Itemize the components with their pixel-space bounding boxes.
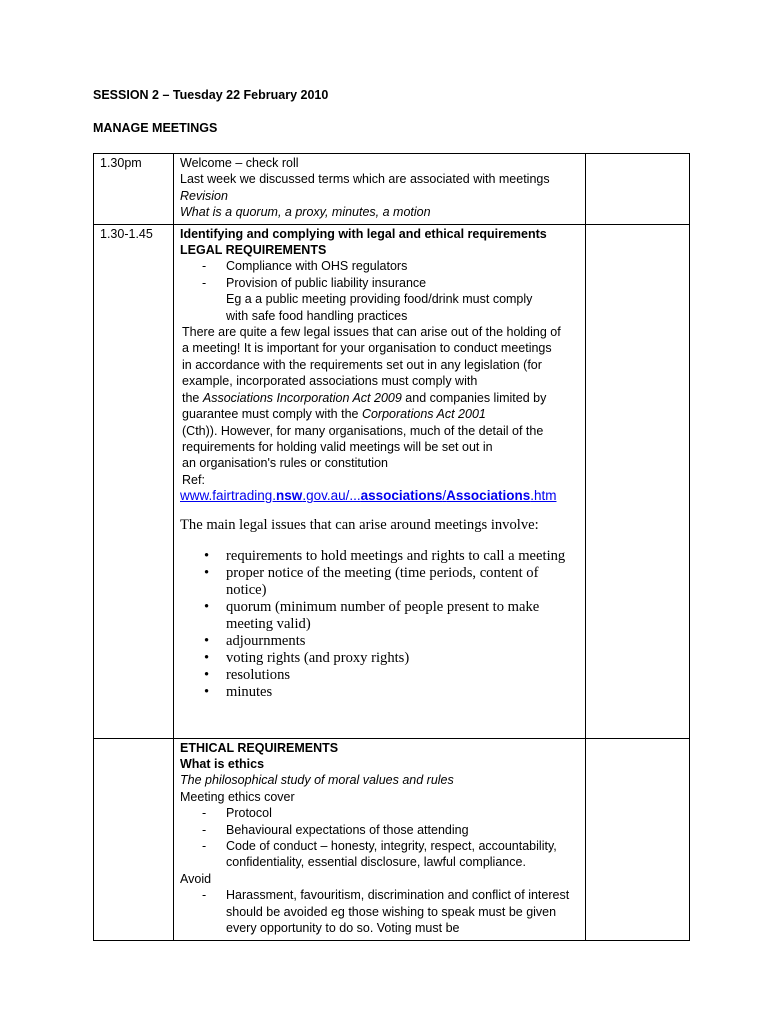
issues-list (180, 548, 579, 701)
example-line: Eg a a public meeting providing food/drink must comply (226, 292, 533, 307)
notes-cell (586, 154, 690, 225)
session-title: SESSION 2 – Tuesday 22 February 2010 (93, 88, 329, 102)
table-row (94, 224, 690, 738)
last-week-line: Last week we discussed terms which are associated with meetings (180, 172, 550, 187)
paragraph-line: There are quite a few legal issues that can arise out of the holding of (182, 325, 561, 340)
ethics-definition: The philosophical study of moral values and rules (180, 773, 454, 788)
paragraph-line: example, incorporated associations must comply with (182, 374, 478, 389)
paragraph-line: a meeting! It is important for your organisation to conduct meetings (182, 341, 552, 356)
list-item: - Protocol (202, 805, 579, 821)
text-span: the (182, 390, 203, 405)
time-cell (94, 738, 174, 940)
paragraph-line (182, 390, 579, 406)
text-span: guarantee must comply with the (182, 407, 362, 422)
list-item: • adjournments (226, 633, 579, 650)
example-line: with safe food handling practices (226, 308, 408, 323)
fairtrading-link[interactable] (180, 488, 556, 503)
link-part: www.fairtrading. (180, 488, 277, 504)
link-part: .htm (530, 488, 557, 504)
time-cell: 1.30-1.45 (94, 224, 174, 738)
legal-paragraph (180, 324, 579, 488)
content-cell (174, 154, 586, 225)
avoid-list (180, 887, 579, 936)
list-item: - Provision of public liability insurance (202, 275, 579, 291)
revision-label: Revision (180, 188, 228, 203)
list-item: • requirements to hold meetings and rights to call a meeting (226, 548, 579, 565)
legal-requirements-heading: LEGAL REQUIREMENTS (180, 243, 327, 258)
cover-label: Meeting ethics cover (180, 789, 295, 804)
list-item: • quorum (minimum number of people present to make meeting valid) (226, 599, 579, 633)
act-name: Corporations Act 2001 (361, 407, 486, 422)
paragraph-line (182, 406, 579, 422)
what-is-ethics-heading: What is ethics (180, 757, 265, 772)
row-heading: Identifying and complying with legal and ethical requirements (180, 226, 547, 241)
time-cell: 1.30pm (94, 154, 174, 225)
list-item: - Code of conduct – honesty, integrity, respect, accountability, confidentiality, essential disclosure, lawful compliance. (202, 838, 579, 871)
legal-issues-section (180, 517, 579, 701)
ethical-requirements-heading: ETHICAL REQUIREMENTS (180, 740, 339, 755)
list-item: • voting rights (and proxy rights) (226, 650, 579, 667)
content-cell (174, 224, 586, 738)
welcome-line: Welcome – check roll (180, 156, 299, 170)
link-part: Associations (446, 488, 531, 504)
content-cell (174, 738, 586, 940)
table-row (94, 738, 690, 940)
act-name: Associations Incorporation Act 2009 (202, 390, 402, 405)
notes-cell (586, 224, 690, 738)
link-part: .gov.au/... (302, 488, 361, 504)
paragraph-line: an organisation's rules or constitution (182, 456, 388, 471)
link-part: / (442, 488, 447, 504)
ref-label: Ref: (182, 472, 205, 487)
text-span: and companies limited by (401, 390, 547, 405)
list-item: - Harassment, favouritism, discrimination and conflict of interest should be avoided eg those wishing to speak must be given every opportunity to do so. Voting must be (202, 887, 579, 936)
list-item: • minutes (226, 684, 579, 701)
revision-question: What is a quorum, a proxy, minutes, a motion (180, 205, 431, 220)
paragraph-line: (Cth)). However, for many organisations, much of the detail of the (182, 423, 544, 438)
list-item: • proper notice of the meeting (time periods, content of notice) (226, 565, 579, 599)
list-item: • resolutions (226, 667, 579, 684)
avoid-label: Avoid (180, 871, 212, 886)
notes-cell (586, 738, 690, 940)
paragraph-line: requirements for holding valid meetings will be set out in (182, 439, 493, 454)
link-part: associations (360, 488, 443, 504)
cover-list (180, 805, 579, 871)
table-row (94, 154, 690, 225)
list-item: - Compliance with OHS regulators (202, 258, 579, 274)
issues-intro: The main legal issues that can arise around meetings involve: (180, 516, 539, 533)
legal-dash-list (180, 258, 579, 291)
link-part: nsw (276, 488, 303, 504)
session-table (93, 153, 690, 941)
paragraph-line: in accordance with the requirements set out in any legislation (for (182, 357, 542, 372)
section-title: MANAGE MEETINGS (93, 121, 218, 135)
list-item: - Behavioural expectations of those attending (202, 822, 579, 838)
